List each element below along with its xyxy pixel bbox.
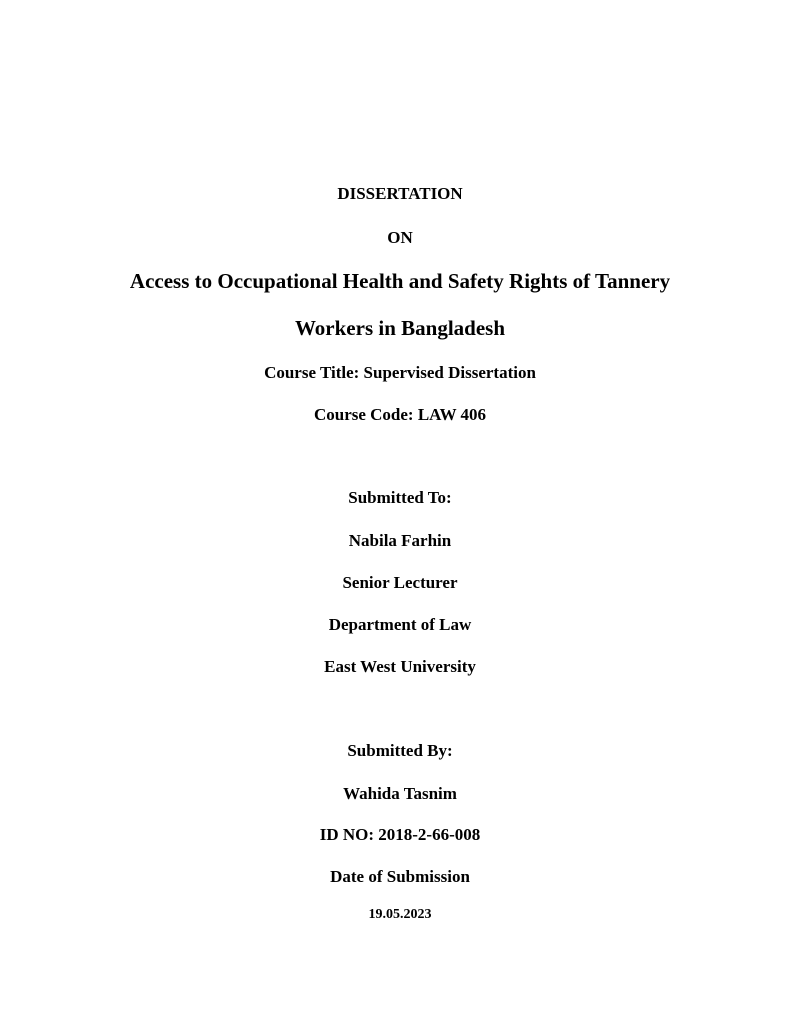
dissertation-title-line-2: Workers in Bangladesh — [294, 316, 506, 340]
submission-date: 19.05.2023 — [368, 907, 432, 922]
on-label: ON — [387, 228, 413, 247]
document-type-heading: DISSERTATION — [337, 184, 463, 203]
supervisor-department: Department of Law — [328, 615, 472, 634]
course-code: Course Code: LAW 406 — [313, 405, 487, 424]
dissertation-title-line-1: Access to Occupational Health and Safety Rights of Tannery — [129, 269, 671, 293]
supervisor-designation: Senior Lecturer — [342, 573, 458, 592]
supervisor-university: East West University — [324, 657, 476, 676]
student-id: ID NO: 2018-2-66-008 — [319, 825, 481, 844]
submitted-by-label: Submitted By: — [347, 741, 453, 760]
student-name: Wahida Tasnim — [343, 784, 457, 803]
supervisor-name: Nabila Farhin — [348, 531, 452, 550]
submission-date-label: Date of Submission — [330, 867, 470, 886]
submitted-to-label: Submitted To: — [348, 488, 452, 507]
course-title: Course Title: Supervised Dissertation — [264, 363, 536, 382]
